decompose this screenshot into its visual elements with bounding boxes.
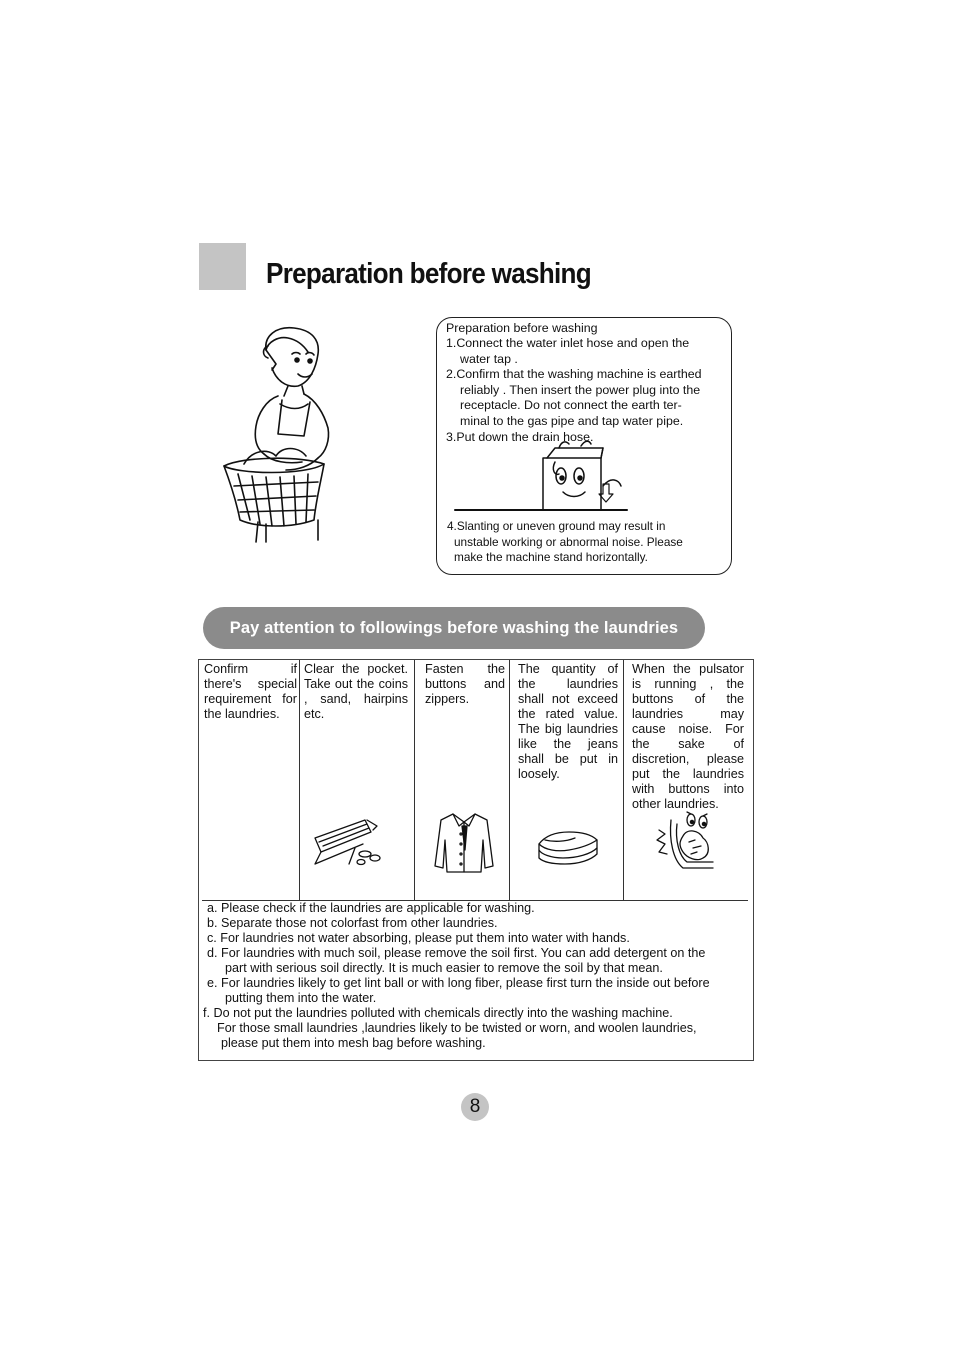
woman-with-laundry-basket-illustration (218, 324, 348, 544)
section-marker-square (199, 243, 246, 290)
pocket-coins-icon (311, 816, 391, 872)
step-line: 3.Put down the drain hose. (446, 429, 594, 444)
shirt-icon (431, 810, 497, 876)
step-line: water tap . (460, 351, 518, 366)
column-divider (299, 660, 300, 900)
noisy-drum-icon (653, 810, 723, 874)
note-line: please put them into mesh bag before washing. (221, 1036, 486, 1050)
note-line: b. Separate those not colorfast from other laundries. (207, 916, 498, 930)
column-divider (414, 660, 415, 900)
note-item (203, 1006, 755, 1051)
tip-fasten-buttons: Fasten the buttons and zippers. (425, 662, 505, 706)
preparation-step (446, 336, 731, 367)
step-line: 1.Connect the water inlet hose and open the (446, 336, 690, 350)
tip-rated-quantity: The quantity of the laundries shall not exceed the rated value. The big laundries like the jeans shall be put in loosely. (518, 662, 618, 781)
note-line: make the machine stand horizontally. (454, 550, 648, 565)
column-divider (623, 660, 624, 900)
note-line: putting them into the water. (225, 991, 377, 1005)
preparation-instructions-box (436, 317, 732, 575)
note-line: c. For laundries not water absorbing, please put them into water with hands. (207, 931, 630, 945)
laundry-tips-table (198, 659, 754, 1061)
page-number: 8 (461, 1093, 489, 1121)
note-line: part with serious soil directly. It is much easier to remove the soil by that mean. (225, 961, 663, 975)
step-line: reliably . Then insert the power plug into the (460, 382, 701, 397)
preparation-steps-list (446, 336, 731, 445)
preparation-step (446, 430, 731, 446)
step-line: 2.Confirm that the washing machine is earthed (446, 367, 702, 382)
preparation-step (446, 367, 731, 429)
note-line: unstable working or abnormal noise. Please (454, 534, 683, 549)
note-line: f. Do not put the laundries polluted with chemicals directly into the washing machine. (203, 1006, 673, 1020)
tip-clear-pockets: Clear the pocket. Take out the coins , sand, hairpins etc. (304, 662, 408, 721)
note-item (207, 976, 755, 1006)
preparation-note (447, 519, 729, 566)
note-item (207, 946, 755, 976)
note-line: For those small laundries ,laundries likely to be twisted or worn, and woolen laundries, (217, 1021, 697, 1035)
page-title: Preparation before washing (266, 258, 592, 290)
tip-special-requirements: Confirm if there's special requirement for the laundries. (204, 662, 297, 721)
note-item (207, 916, 755, 931)
note-line: a. Please check if the laundries are applicable for washing. (207, 901, 535, 915)
laundry-notes-list (203, 901, 755, 1051)
note-line: 4.Slanting or uneven ground may result in (447, 519, 666, 533)
attention-banner: Pay attention to followings before washing the laundries (203, 607, 705, 649)
column-divider (509, 660, 510, 900)
note-item (207, 931, 755, 946)
folded-laundry-icon (535, 828, 601, 868)
note-item (207, 901, 755, 916)
washing-machine-on-floor-icon (451, 446, 629, 516)
preparation-heading: Preparation before washing (446, 321, 598, 335)
step-line: receptacle. Do not connect the earth ter- (460, 398, 682, 413)
tip-buttons-noise: When the pulsator is running , the buttons of the laundries may cause noise. For the sake of discretion, please put the laundries with buttons into other laundries. (632, 662, 744, 811)
note-line: e. For laundries likely to get lint ball or with long fiber, please first turn the inside out before (207, 976, 710, 990)
step-line: minal to the gas pipe and tap water pipe. (460, 413, 684, 428)
note-line: d. For laundries with much soil, please remove the soil first. You can add detergent on the (207, 946, 706, 960)
